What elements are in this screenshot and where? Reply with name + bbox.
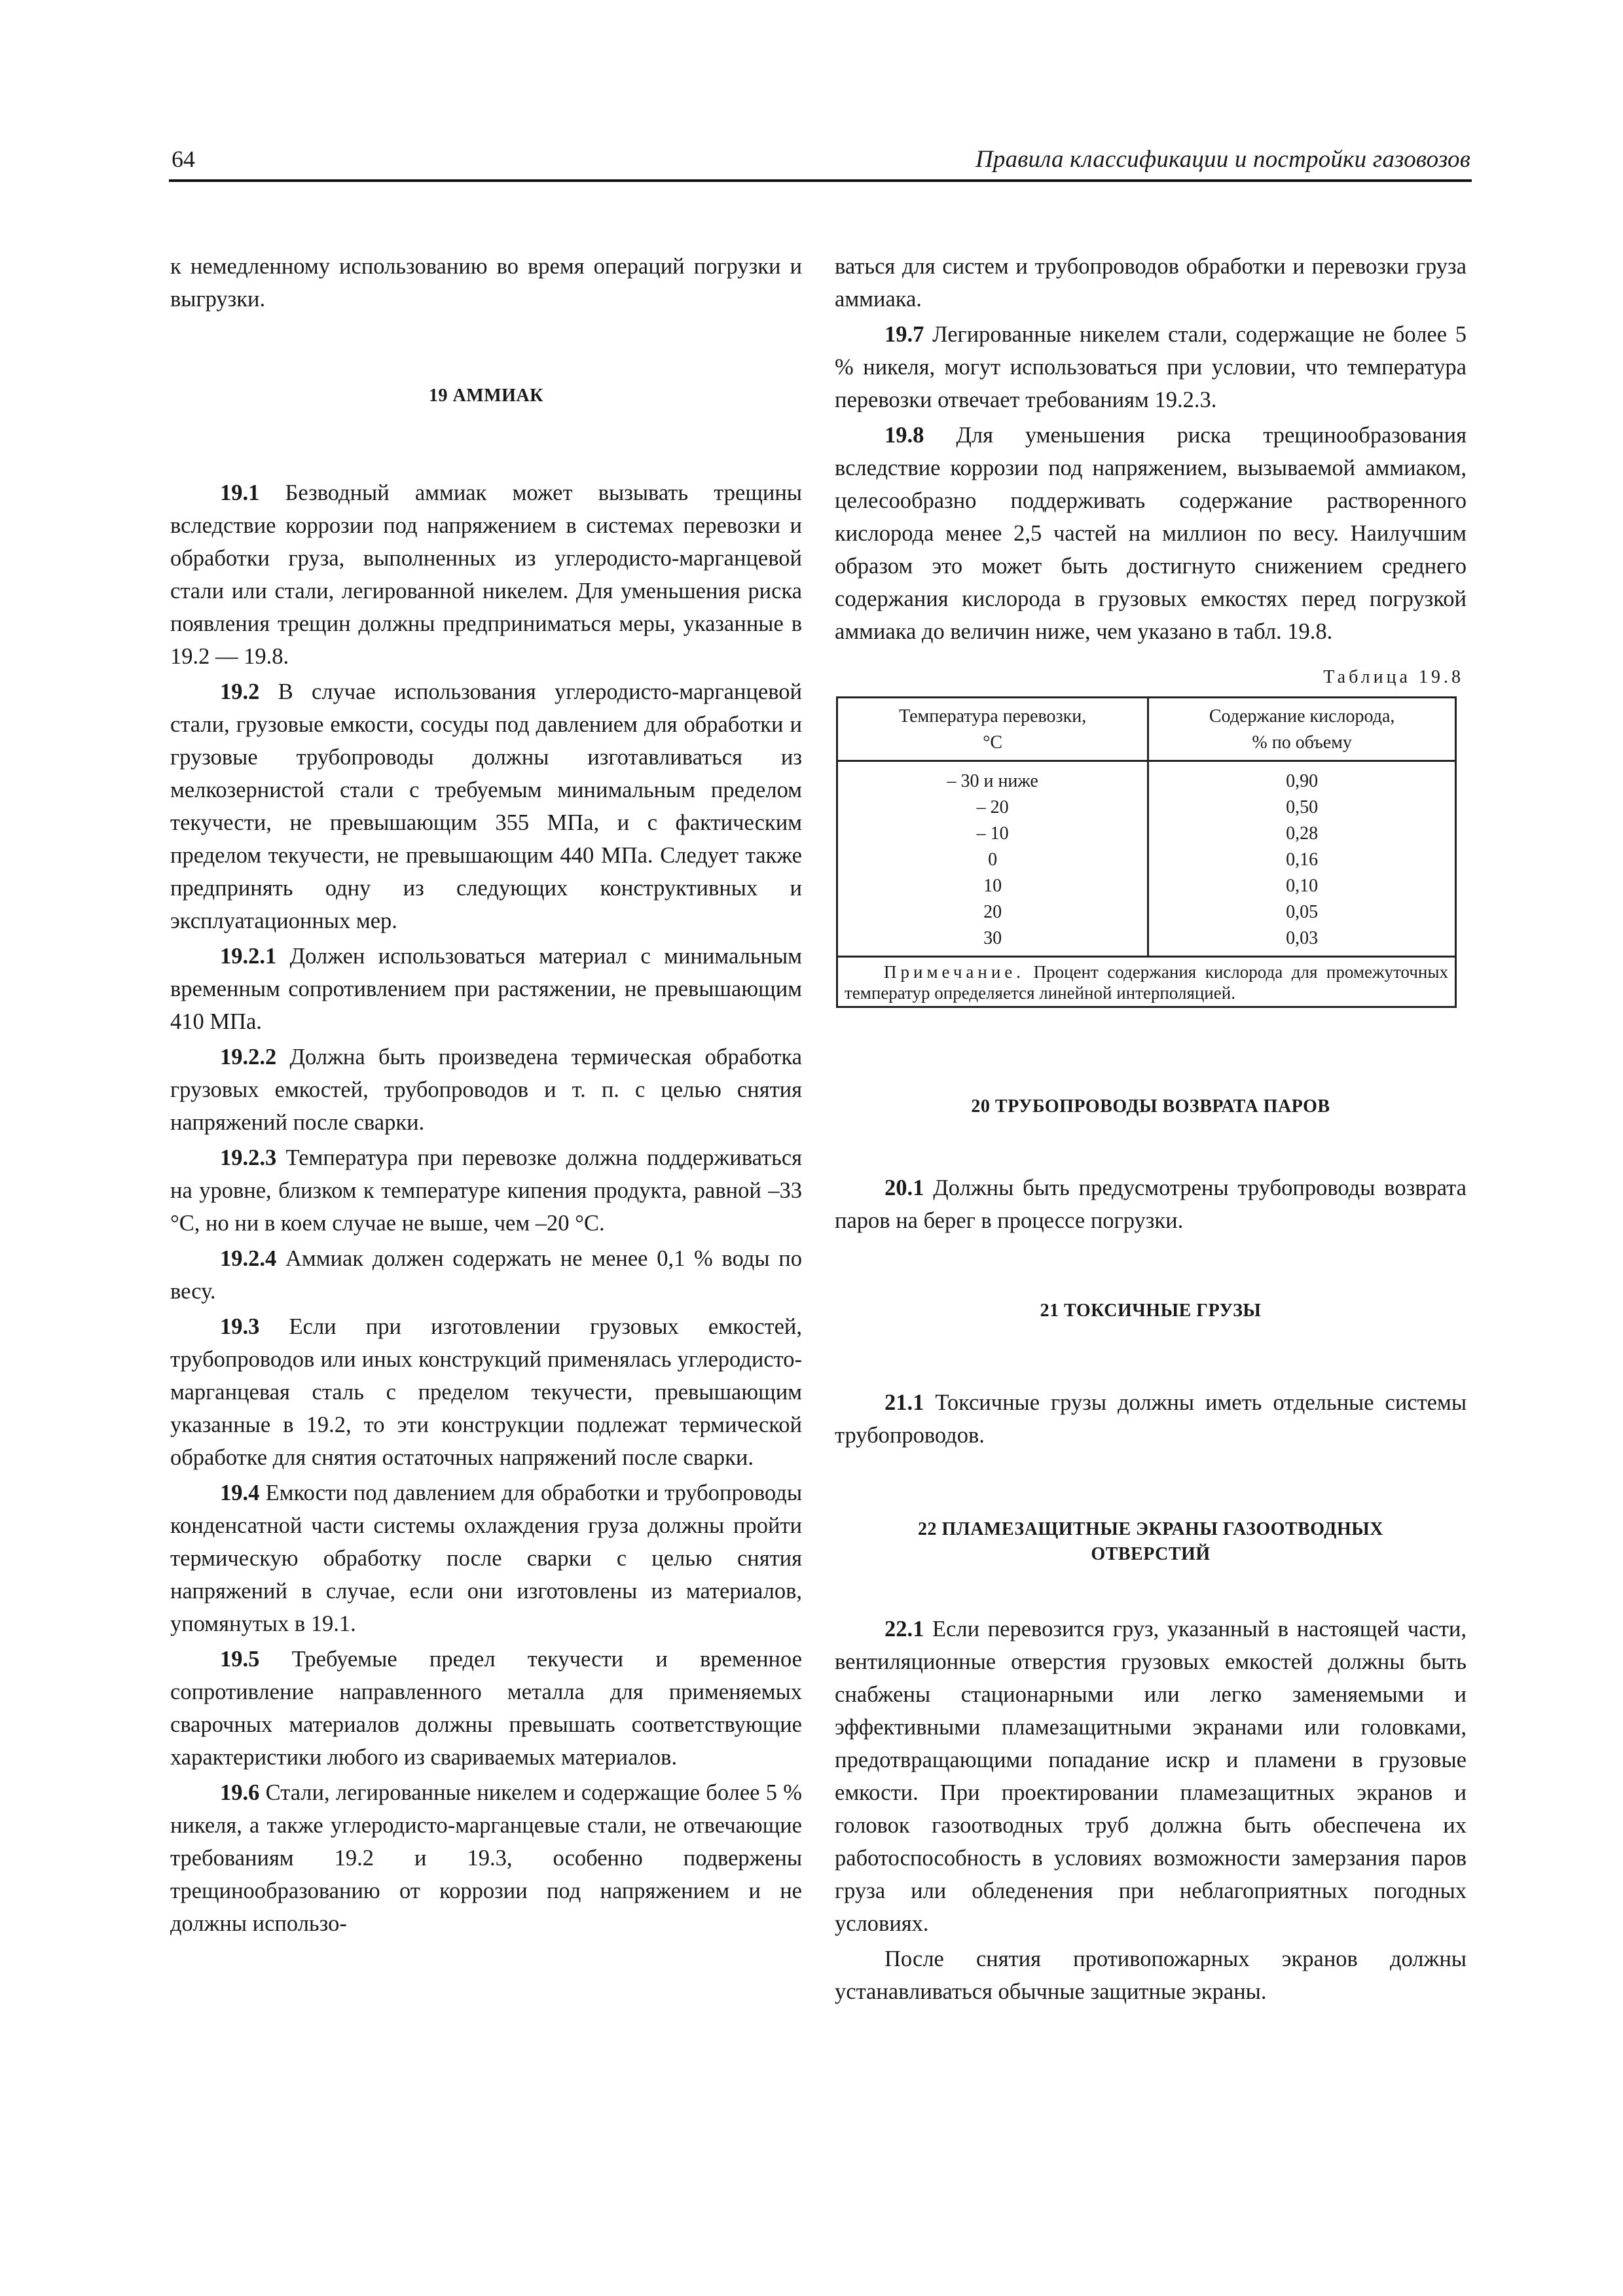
table-cell: 0,10 (1286, 876, 1319, 896)
column-header-temperature: Температура перевозки, °С (837, 698, 1148, 761)
paragraph-19-2: 19.2 В случае использования углеродисто-марганцевой стали, грузовые емкости, сосуды под давлением для обработки и грузовые трубопроводы должны изготавливаться из мелкозернистой стали с требуемым минимальным пределом текучести, не превышающим 355 МПа, и с фактическим пределом текучести, не превышающим 440 МПа. Следует также предпринять одну из следующих конструктивных и эксплуатационных мер. (170, 679, 802, 933)
paragraph-19-7: 19.7 Легированные никелем стали, содержащие не более 5 % никеля, могут использоваться при условии, что температура перевозки отвечает требованиям 19.2.3. (835, 322, 1467, 412)
paragraph-19-2-2: 19.2.2 Должна быть произведена термическая обработка грузовых емкостей, трубопроводов и т. п. с целью снятия напряжений после сварки. (170, 1045, 802, 1135)
clause-number: 19.2.2 (220, 1045, 277, 1069)
note-text: Процент содержания кислорода для промежуточных температур определяется линейной интерполяцией. (845, 962, 1448, 1003)
oxygen-values (1148, 761, 1456, 957)
paragraph-19-5: 19.5 Требуемые предел текучести и временное сопротивление направленного металла для применяемых сварочных материалов должны превышать соответствующие характеристики любого из свариваемых материалов. (170, 1647, 802, 1770)
page-number: 64 (172, 146, 195, 172)
paragraph-20-1: 20.1 Должны быть предусмотрены трубопроводы возврата паров на берег в процессе погрузки. (835, 1175, 1467, 1233)
table-note-row (837, 957, 1456, 1007)
clause-number: 19.6 (220, 1780, 260, 1805)
paragraph-19-6: 19.6 Стали, легированные никелем и содержащие более 5 % никеля, а также углеродисто-марганцевые стали, не отвечающие требованиям 19.2 и 19.3, особенно подвержены трещинообразованию от коррозии под напряжением и не должны использо- (170, 1780, 802, 1936)
paragraph-continuation: ваться для систем и трубопроводов обработки и перевозки груза аммиака. (835, 254, 1467, 312)
right-column (835, 250, 1467, 2011)
table-cell: 10 (983, 876, 1002, 896)
paragraph-19-3: 19.3 Если при изготовлении грузовых емкостей, трубопроводов или иных конструкций применялась углеродисто-марганцевая сталь с пределом текучести, превышающим указанные в 19.2, то эти конструкции подлежат термической обработке для снятия остаточных напряжений после сварки. (170, 1314, 802, 1470)
table-caption: Таблица 19.8 (1323, 667, 1464, 687)
clause-number: 19.7 (884, 322, 924, 347)
paragraph-19-2-1: 19.2.1 Должен использоваться материал с минимальным временным сопротивлением при растяжении, не превышающим 410 МПа. (170, 944, 802, 1034)
running-title: Правила классификации и постройки газовозов (975, 146, 1470, 173)
clause-number: 19.1 (220, 480, 260, 505)
table-cell: 20 (983, 902, 1002, 922)
table-body-row (837, 761, 1456, 957)
table-cell: 0,03 (1286, 928, 1319, 948)
temperature-values (837, 761, 1148, 957)
table-cell: 0 (988, 850, 998, 870)
page-header (169, 136, 1472, 182)
clause-number: 19.2.3 (220, 1145, 277, 1170)
table-cell: 30 (983, 928, 1002, 948)
table-cell: 0,16 (1286, 850, 1319, 870)
paragraph-19-2-3: 19.2.3 Температура при перевозке должна поддерживаться на уровне, близком к температуре кипения продукта, равной –33 °С, но ни в коем случае не выше, чем –20 °С. (170, 1145, 802, 1236)
section-heading-19: 19 АММИАК (429, 386, 543, 406)
table-cell: 0,28 (1286, 823, 1319, 844)
paragraph-21-1: 21.1 Токсичные грузы должны иметь отдельные системы трубопроводов. (835, 1390, 1467, 1448)
clause-number: 19.3 (220, 1314, 260, 1339)
table-cell: 0,05 (1286, 902, 1319, 922)
section-heading-20: 20 ТРУБОПРОВОДЫ ВОЗВРАТА ПАРОВ (971, 1096, 1330, 1117)
paragraph-19-8: 19.8 Для уменьшения риска трещинообразования вследствие коррозии под напряжением, вызываемой аммиаком, целесообразно поддерживать содержание растворенного кислорода менее 2,5 частей на миллион по весу. Наилучшим образом это может быть достигнуто снижением среднего содержания кислорода в грузовых емкостях перед погрузкой аммиака до величин ниже, чем указано в табл. 19.8. (835, 423, 1467, 644)
table-cell: – 30 и ниже (947, 771, 1038, 791)
clause-number: 22.1 (884, 1617, 924, 1641)
paragraph-19-4: 19.4 Емкости под давлением для обработки и трубопроводы конденсатной части системы охлаждения груза должны пройти термическую обработку после сварки с целью снятия напряжений в случае, если они изготовлены из материалов, упомянутых в 19.1. (170, 1480, 802, 1636)
paragraph-final: После снятия противопожарных экранов должны устанавливаться обычные защитные экраны. (835, 1946, 1467, 2004)
clause-number: 19.2.1 (220, 944, 277, 969)
column-header-oxygen: Содержание кислорода, % по объему (1148, 698, 1456, 761)
clause-number: 19.8 (884, 423, 924, 448)
paragraph-continuation: к немедленному использованию во время операций погрузки и выгрузки. (170, 254, 802, 312)
section-heading-22: 22 ПЛАМЕЗАЩИТНЫЕ ЭКРАНЫ ГАЗООТВОДНЫХ ОТВЕРСТИЙ (918, 1519, 1383, 1564)
note-label: Примечание. (884, 962, 1025, 982)
table-cell: 0,50 (1286, 797, 1319, 817)
clause-number: 19.4 (220, 1480, 260, 1505)
clause-number: 19.2 (220, 679, 260, 704)
paragraph-19-1: 19.1 Безводный аммиак может вызывать трещины вследствие коррозии под напряжением в системах перевозки и обработки груза, выполненных из углеродисто-марганцевой стали или стали, легированной никелем. Для уменьшения риска появления трещин должны предприниматься меры, указанные в 19.2 — 19.8. (170, 480, 802, 669)
section-heading-21: 21 ТОКСИЧНЫЕ ГРУЗЫ (1040, 1300, 1262, 1321)
table-note (837, 957, 1456, 1007)
oxygen-content-table (836, 696, 1457, 1008)
clause-number: 21.1 (884, 1390, 924, 1415)
left-column (170, 250, 802, 1943)
paragraph-19-2-4: 19.2.4 Аммиак должен содержать не менее 0,1 % воды по весу. (170, 1246, 802, 1304)
clause-number: 19.2.4 (220, 1246, 277, 1271)
table-header-row (837, 698, 1456, 761)
paragraph-22-1: 22.1 Если перевозится груз, указанный в настоящей части, вентиляционные отверстия грузовых емкостей должны быть снабжены стационарными или легко заменяемыми и эффективными пламезащитными экранами или головками, предотвращающими попадание искр и пламени в грузовые емкости. При проектировании пламезащитных экранов и головок газоотводных труб должна быть обеспечена их работоспособность в условиях возможности замерзания паров груза или обледенения при неблагоприятных погодных условиях. (835, 1617, 1467, 1936)
clause-number: 20.1 (884, 1175, 924, 1200)
table-cell: – 10 (976, 823, 1009, 844)
table-cell: 0,90 (1286, 771, 1319, 791)
clause-number: 19.5 (220, 1647, 260, 1672)
table-cell: – 20 (976, 797, 1009, 817)
